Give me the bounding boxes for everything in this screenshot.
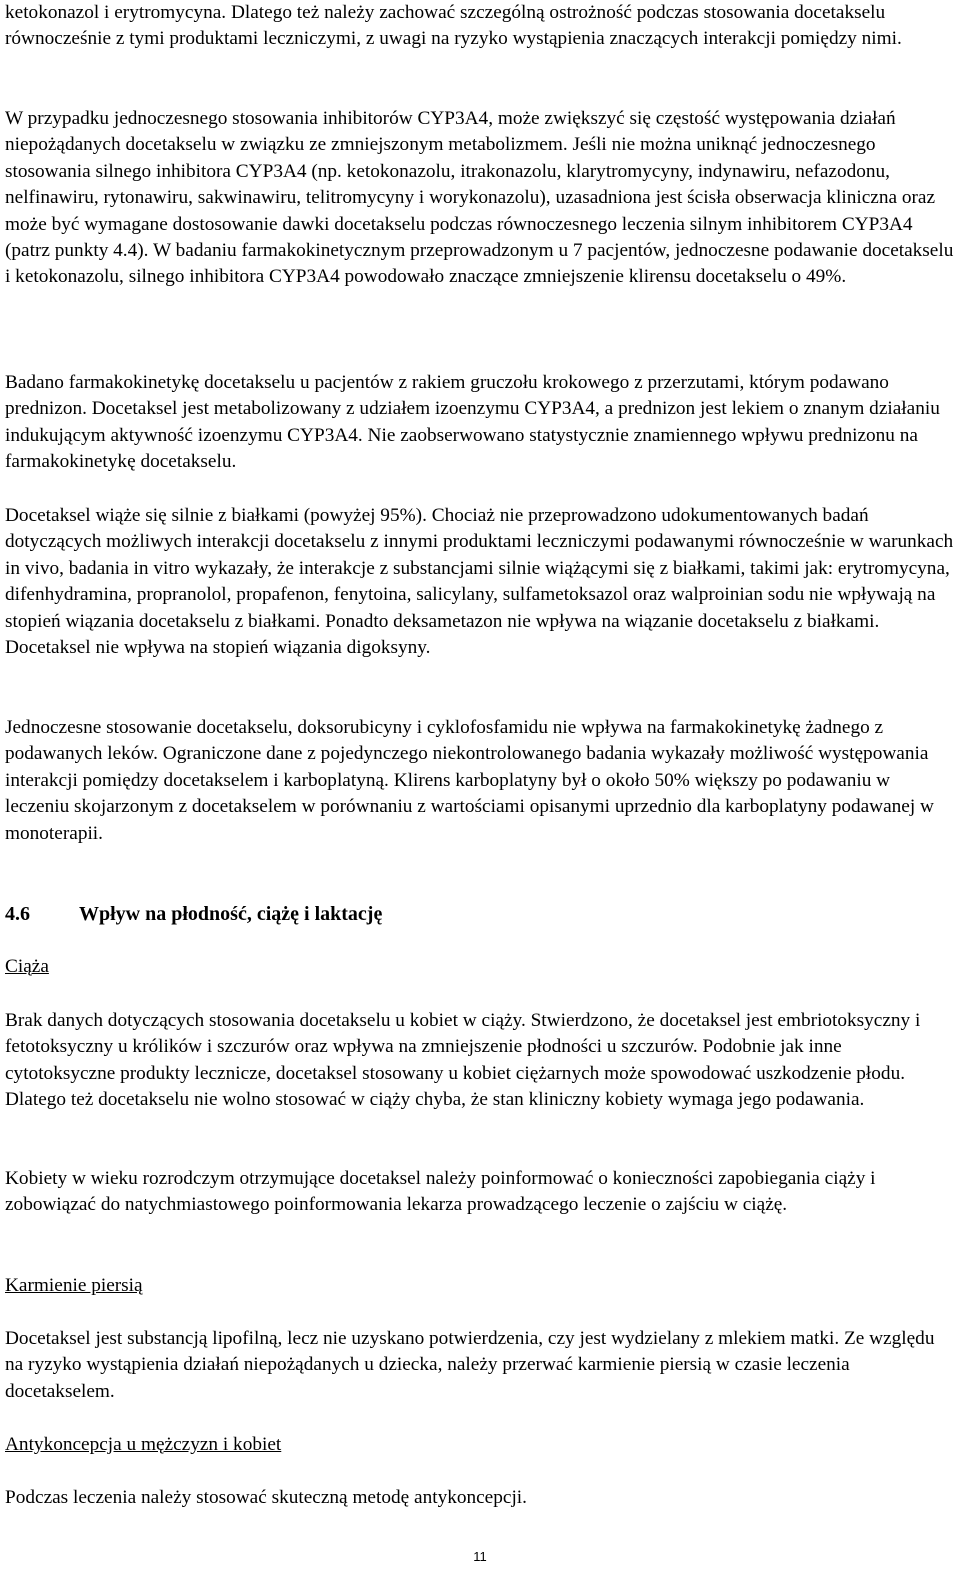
paragraph-breastfeeding: Docetaksel jest substancją lipofilną, lecz nie uzyskano potwierdzenia, czy jest wydzielany z mlekiem matki. Ze względu na ryzyko wystąpienia działań niepożądanych u dziecka, należy przerwać karmienie piersią w czasie leczenia docetakselem. [5, 1328, 935, 1402]
section-title: Wpływ na płodność, ciążę i laktację [79, 903, 383, 925]
paragraph-protein-binding: Docetaksel wiąże się silnie z białkami (powyżej 95%). Chociaż nie przeprowadzono udokumentowanych badań dotyczących możliwych interakcji docetakselu z innymi produktami leczniczymi podawanymi równocześnie w warunkach in vivo, badania in vitro wykazały, że interakcje z substancjami silnie wiążącymi się z białkami, takimi jak: erytromycyna, difenhydramina, propranolol, propafenon, fenytoina, salicylany, sulfametoksazol oraz walproinian sodu nie wpływają na stopień wiązania docetakselu z białkami. Ponadto deksametazon nie wpływa na wiązanie docetakselu z białkami. Docetaksel nie wpływa na stopień wiązania digoksyny. [5, 505, 954, 659]
paragraph-prednisone: Badano farmakokinetykę docetakselu u pacjentów z rakiem gruczołu krokowego z przerzutami, którym podawano prednizon. Docetaksel jest metabolizowany z udziałem izoenzymu CYP3A4, a prednizon jest lekiem o znanym działaniu indukującym aktywność izoenzymu CYP3A4. Nie zaobserwowano statystycznie znamiennego wpływu prednizonu na farmakokinetykę docetakselu. [5, 372, 940, 473]
paragraph-interactions-intro: ketokonazol i erytromycyna. Dlatego też należy zachować szczególną ostrożność podczas stosowania docetakselu równocześnie z tymi produktami leczniczymi, z uwagi na ryzyko wystąpienia znaczących interakcji pomiędzy nimi. [5, 2, 902, 50]
breastfeeding-heading: Karmienie piersią [5, 1275, 143, 1296]
contraception-heading: Antykoncepcja u mężczyzn i kobiet [5, 1434, 282, 1455]
page-number: 11 [473, 1549, 487, 1564]
section-heading [5, 900, 945, 928]
paragraph-pregnancy: Brak danych dotyczących stosowania docetakselu u kobiet w ciąży. Stwierdzono, że docetaksel jest embriotoksyczny i fetotoksyczny u królików i szczurów oraz wpływa na zmniejszenie płodności u szczurów. Podobnie jak inne cytotoksyczne produkty lecznicze, docetaksel stosowany u kobiet ciężarnych może spowodować uszkodzenie płodu. Dlatego też docetakselu nie wolno stosować w ciąży chyba, że stan kliniczny kobiety wymaga jego podawania. [5, 1010, 921, 1111]
paragraph-combination-therapy: Jednoczesne stosowanie docetakselu, doksorubicyny i cyklofosfamidu nie wpływa na farmakokinetykę żadnego z podawanych leków. Ograniczone dane z pojedynczego niekontrolowanego badania wykazały możliwość występowania interakcji pomiędzy docetakselem i karboplatyną. Klirens karboplatyny był o około 50% większy po podawaniu w leczeniu skojarzonym z docetakselem w porównaniu z wartościami opisanymi uprzednio dla karboplatyny podawanej w monoterapii. [5, 717, 934, 844]
paragraph-cyp3a4-inhibitors: W przypadku jednoczesnego stosowania inhibitorów CYP3A4, może zwiększyć się częstość występowania działań niepożądanych docetakselu w związku ze zmniejszonym metabolizmem. Jeśli nie można uniknąć jednoczesnego stosowania silnego inhibitora CYP3A4 (np. ketokonazolu, itrakonazolu, klarytromycyny, indynawiru, nefazodonu, nelfinawiru, rytonawiru, sakwinawiru, telitromycyny i worykonazolu), uzasadniona jest ścisła obserwacja kliniczna oraz może być wymagane dostosowanie dawki docetakselu podczas równoczesnego leczenia silnym inhibitorem CYP3A4 (patrz punkty 4.4). W badaniu farmakokinetycznym przeprowadzonym u 7 pacjentów, jednoczesne podawanie docetakselu i ketokonazolu, silnego inhibitora CYP3A4 powodowało znaczące zmniejszenie klirensu docetakselu o 49%. [5, 108, 954, 288]
pregnancy-heading: Ciąża [5, 956, 49, 977]
paragraph-contraception-women: Kobiety w wieku rozrodczym otrzymujące docetaksel należy poinformować o konieczności zapobiegania ciąży i zobowiązać do natychmiastowego poinformowania lekarza prowadzącego leczenie o zajściu w ciążę. [5, 1168, 876, 1216]
section-number: 4.6 [5, 903, 30, 925]
paragraph-contraception: Podczas leczenia należy stosować skuteczną metodę antykoncepcji. [5, 1487, 527, 1508]
